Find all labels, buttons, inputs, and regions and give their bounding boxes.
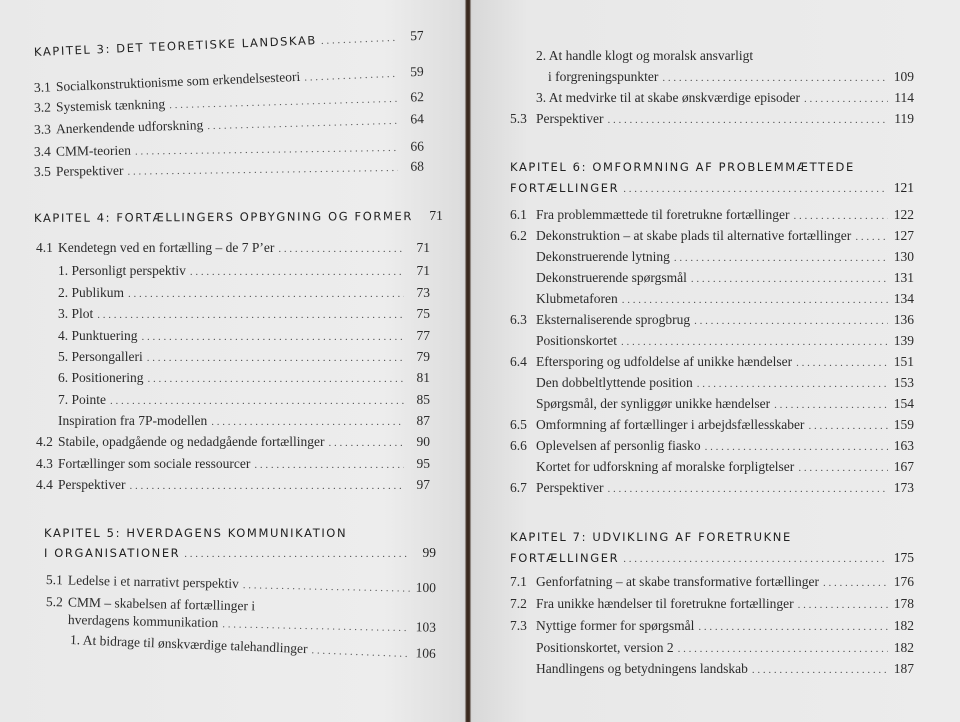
chapter-4-heading (33, 207, 443, 226)
toc-entry (34, 139, 424, 160)
entry-title: Spørgsmål, der synliggør unikke hændelser (536, 396, 771, 411)
section-number: 6.6 (510, 438, 527, 453)
entry-title: Positionskortet (536, 333, 618, 348)
toc-entry (510, 574, 914, 590)
toc-entry (36, 434, 430, 450)
chapter-title-line-2: FORTÆLLINGER (510, 181, 620, 195)
chapter-3-heading (34, 28, 424, 60)
section-number: 7.2 (510, 596, 527, 611)
toc-entry (58, 413, 430, 429)
page-number: 178 (893, 596, 914, 611)
section-number: 3.5 (33, 163, 51, 179)
toc-entry (536, 270, 914, 286)
page-number: 100 (415, 579, 437, 596)
page-number: 187 (893, 661, 914, 676)
toc-entry (510, 618, 914, 634)
toc-entry (510, 207, 914, 223)
entry-title: 1. Personligt perspektiv (58, 263, 186, 278)
section-number: 6.4 (510, 354, 527, 369)
page-number: 87 (416, 413, 430, 428)
toc-entry (510, 438, 914, 454)
page-number: 154 (893, 396, 914, 411)
section-number: 6.7 (510, 480, 527, 495)
entry-title: Dekonstruktion – at skabe plads til alternative fortællinger (536, 228, 852, 243)
section-number: 3.2 (33, 99, 52, 115)
entry-title: Nyttige former for spørgsmål (536, 618, 695, 633)
page-number: 79 (416, 349, 430, 364)
entry-title: 3. Plot (58, 306, 94, 321)
page-number: 182 (893, 618, 914, 633)
entry-title: i forgreningspunkter (548, 69, 659, 84)
chapter-title-line-1: KAPITEL 6: OMFORMNING AF PROBLEMMÆTTEDE (510, 160, 855, 174)
entry-title: 5. Persongalleri (58, 349, 143, 364)
page-number: 71 (416, 240, 430, 255)
chapter-5-heading (44, 526, 436, 561)
page-number: 134 (893, 291, 914, 306)
chapter-title: KAPITEL 4: FORTÆLLINGERS OPBYGNING OG FORMER (33, 209, 413, 225)
page-number: 119 (894, 111, 914, 126)
entry-title: Eftersporing og udfoldelse af unikke hændelser (536, 354, 793, 369)
section-number: 4.3 (36, 456, 53, 471)
page-number: 62 (410, 89, 425, 105)
section-number: 5.3 (510, 111, 527, 126)
page-number: 95 (416, 456, 430, 471)
section-number: 3.3 (33, 121, 52, 137)
section-number: 5.2 (45, 594, 64, 610)
entry-title: Perspektiver (58, 477, 126, 492)
toc-entry (58, 349, 430, 365)
page-number: 81 (416, 370, 430, 385)
entry-title: Fra unikke hændelser til foretrukne fortællinger (536, 596, 794, 611)
chapter-title-line-1: KAPITEL 7: UDVIKLING AF FORETRUKNE (510, 530, 792, 544)
chapter-7-heading (510, 530, 914, 566)
page-number: 173 (893, 480, 914, 495)
entry-title: Perspektiver (536, 111, 604, 126)
page-number: 151 (893, 354, 914, 369)
entry-title: Ledelse i et narrativt perspektiv (67, 572, 240, 592)
toc-entry (510, 312, 914, 328)
toc-entry (536, 640, 914, 656)
toc-entry (36, 477, 430, 493)
section-number: 6.2 (510, 228, 527, 243)
page-number: 163 (893, 438, 914, 453)
page-number: 71 (416, 263, 430, 278)
toc-entry (536, 48, 914, 64)
toc-entry (46, 572, 436, 596)
toc-entry (510, 480, 914, 496)
page-number: 130 (893, 249, 914, 264)
entry-title: Perspektiver (536, 480, 604, 495)
section-number: 7.1 (510, 574, 527, 589)
entry-title: Stabile, opadgående og nedadgående fortællinger (58, 434, 325, 449)
section-number: 6.1 (510, 207, 527, 222)
toc-entry (36, 240, 430, 256)
page-number: 99 (422, 545, 436, 560)
toc-entry (510, 228, 914, 244)
toc-entry (536, 459, 914, 475)
entry-title: Den dobbeltlyttende position (536, 375, 693, 390)
section-number: 7.3 (510, 618, 527, 633)
chapter-title-line-1: KAPITEL 5: HVERDAGENS KOMMUNIKATION (44, 526, 348, 540)
entry-title: Fortællinger som sociale ressourcer (58, 456, 251, 471)
toc-entry (548, 69, 914, 85)
entry-title: hverdagens kommunikation (67, 612, 219, 631)
toc-entry (58, 370, 430, 386)
page-number: 64 (410, 111, 425, 127)
toc-entry (58, 306, 430, 322)
page-number: 167 (893, 459, 914, 474)
toc-entry (36, 456, 430, 472)
page-number: 182 (893, 640, 914, 655)
section-number: 6.3 (510, 312, 527, 327)
section-number: 4.4 (36, 477, 53, 492)
toc-entry (34, 159, 424, 180)
page-number: 109 (893, 69, 914, 84)
entry-title: 2. Publikum (58, 285, 125, 300)
toc-entry (536, 249, 914, 265)
entry-title: Omformning af fortællinger i arbejdsfællesskaber (536, 417, 805, 432)
toc-entry (34, 111, 424, 138)
toc-entry (58, 392, 430, 408)
toc-entry (510, 111, 914, 127)
page-number: 106 (415, 645, 437, 662)
section-number: 4.1 (36, 240, 53, 255)
toc-entry (70, 632, 436, 662)
page-number: 57 (409, 27, 424, 44)
entry-title: Oplevelsen af personlig fiasko (536, 438, 701, 453)
entry-title: 3. At medvirke til at skabe ønskværdige episoder (536, 90, 800, 105)
toc-entry (536, 333, 914, 349)
page-number: 77 (416, 328, 430, 343)
toc-entry (536, 661, 914, 677)
entry-title: Dekonstruerende spørgsmål (536, 270, 687, 285)
toc-entry (536, 291, 914, 307)
section-number: 6.5 (510, 417, 527, 432)
toc-entry (58, 263, 430, 279)
entry-title: Anerkendende udforskning (55, 117, 204, 137)
page-number: 66 (410, 138, 425, 154)
entry-title: Genforfatning – at skabe transformative fortællinger (536, 574, 820, 589)
right-page (474, 0, 960, 722)
page-number: 159 (893, 417, 914, 432)
chapter-title-line-2: I ORGANISATIONER (44, 546, 181, 560)
entry-title: Inspiration fra 7P-modellen (58, 413, 208, 428)
entry-title: Perspektiver (55, 162, 124, 179)
entry-title: Kendetegn ved en fortælling – de 7 P’er (58, 240, 275, 255)
toc-entry (58, 285, 430, 301)
toc-entry (510, 596, 914, 612)
page-number: 175 (893, 550, 914, 565)
page-number: 75 (416, 306, 430, 321)
entry-title: 1. At bidrage til ønskværdige talehandlinger (69, 632, 308, 657)
page-number: 71 (429, 207, 443, 223)
page-number: 136 (893, 312, 914, 327)
entry-title: CMM-teorien (55, 142, 132, 159)
entry-title: Socialkonstruktionisme som erkendelsesteori (55, 68, 301, 95)
page-number: 131 (893, 270, 914, 285)
section-number: 5.1 (45, 572, 64, 588)
entry-title: CMM – skabelsen af fortællinger i (67, 594, 256, 614)
page-number: 97 (416, 477, 430, 492)
chapter-title-line-2: FORTÆLLINGER (510, 551, 620, 565)
toc-entry (510, 417, 914, 433)
toc-entry (536, 375, 914, 391)
page-number: 127 (893, 228, 914, 243)
chapter-title: KAPITEL 3: DET TEORETISKE LANDSKAB (33, 33, 318, 59)
section-number: 4.2 (36, 434, 53, 449)
entry-title: 2. At handle klogt og moralsk ansvarligt (536, 48, 754, 63)
entry-title: Fra problemmættede til foretrukne fortællinger (536, 207, 790, 222)
toc-entry (58, 328, 430, 344)
entry-title: 7. Pointe (58, 392, 107, 407)
page-number: 59 (409, 63, 424, 80)
page-number: 176 (893, 574, 914, 589)
entry-title: 6. Positionering (58, 370, 144, 385)
page-number: 114 (894, 90, 914, 105)
entry-title: 4. Punktuering (58, 328, 138, 343)
toc-entry (536, 396, 914, 412)
page-number: 68 (410, 158, 425, 174)
entry-title: Systemisk tænkning (55, 96, 166, 115)
entry-title: Dekonstruerende lytning (536, 249, 670, 264)
page-number: 103 (415, 619, 437, 635)
entry-title: Klubmetaforen (536, 291, 618, 306)
entry-title: Kortet for udforskning af moralske forpligtelser (536, 459, 795, 474)
page-number: 73 (416, 285, 430, 300)
entry-title: Handlingens og betydningens landskab (536, 661, 748, 676)
page-number: 122 (893, 207, 914, 222)
page-number: 90 (416, 434, 430, 449)
section-number: 3.1 (33, 79, 52, 95)
entry-title: Eksternaliserende sprogbrug (536, 312, 691, 327)
chapter-6-heading (510, 160, 914, 196)
page-number: 121 (893, 180, 914, 195)
toc-entry (510, 354, 914, 370)
page-number: 139 (893, 333, 914, 348)
page-number: 153 (893, 375, 914, 390)
page-number: 85 (416, 392, 430, 407)
left-page (0, 0, 462, 722)
entry-title: Positionskortet, version 2 (536, 640, 674, 655)
section-number: 3.4 (33, 143, 51, 159)
toc-entry (536, 90, 914, 106)
